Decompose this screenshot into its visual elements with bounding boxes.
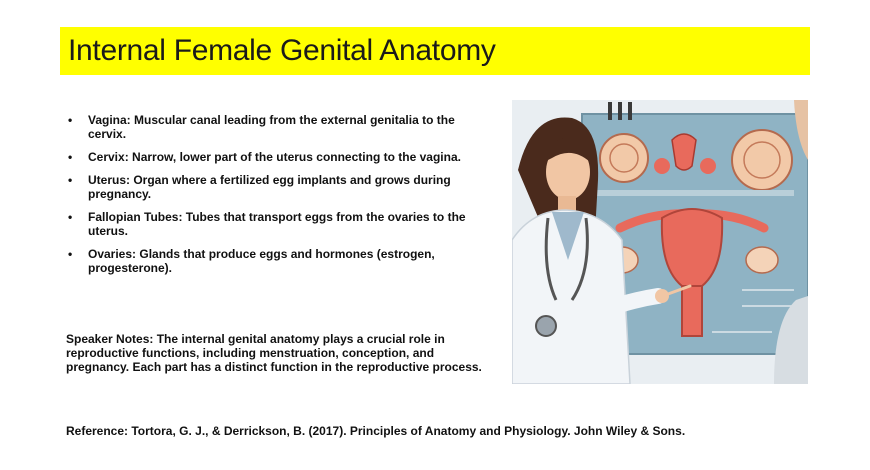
- bullet-item-vagina: [66, 113, 486, 141]
- bullet-text: Cervix: Narrow, lower part of the uterus connecting to the vagina.: [88, 150, 461, 164]
- bullet-glyph: •: [68, 210, 73, 224]
- bullet-text: Uterus: Organ where a fertilized egg implants and grows during pregnancy.: [88, 173, 451, 201]
- bullet-item-fallopian-tubes: [66, 210, 486, 238]
- slide-title: Internal Female Genital Anatomy: [68, 34, 496, 67]
- bullet-glyph: •: [68, 150, 73, 164]
- bullet-text: Vagina: Muscular canal leading from the external genitalia to the cervix.: [88, 113, 455, 141]
- bullet-item-ovaries: [66, 247, 486, 275]
- doctor-with-anatomy-poster-image: [512, 100, 808, 384]
- bullet-glyph: •: [68, 173, 73, 187]
- speaker-notes: Speaker Notes: The internal genital anatomy plays a crucial role in reproductive functions, including menstruation, conception, and pregnancy. Each part has a distinct function in the reproductive process.: [66, 332, 482, 374]
- title-highlight-bar: [60, 27, 810, 75]
- bullet-text: Ovaries: Glands that produce eggs and hormones (estrogen, progesterone).: [88, 247, 435, 275]
- bullet-glyph: •: [68, 247, 73, 261]
- bullet-text: Fallopian Tubes: Tubes that transport eggs from the ovaries to the uterus.: [88, 210, 466, 238]
- bullet-item-uterus: [66, 173, 486, 201]
- bullet-glyph: •: [68, 113, 73, 127]
- bullet-list: [66, 113, 486, 284]
- bullet-item-cervix: [66, 150, 486, 164]
- reference-citation: Reference: Tortora, G. J., & Derrickson, B. (2017). Principles of Anatomy and Physiology. John Wiley & Sons.: [66, 424, 686, 438]
